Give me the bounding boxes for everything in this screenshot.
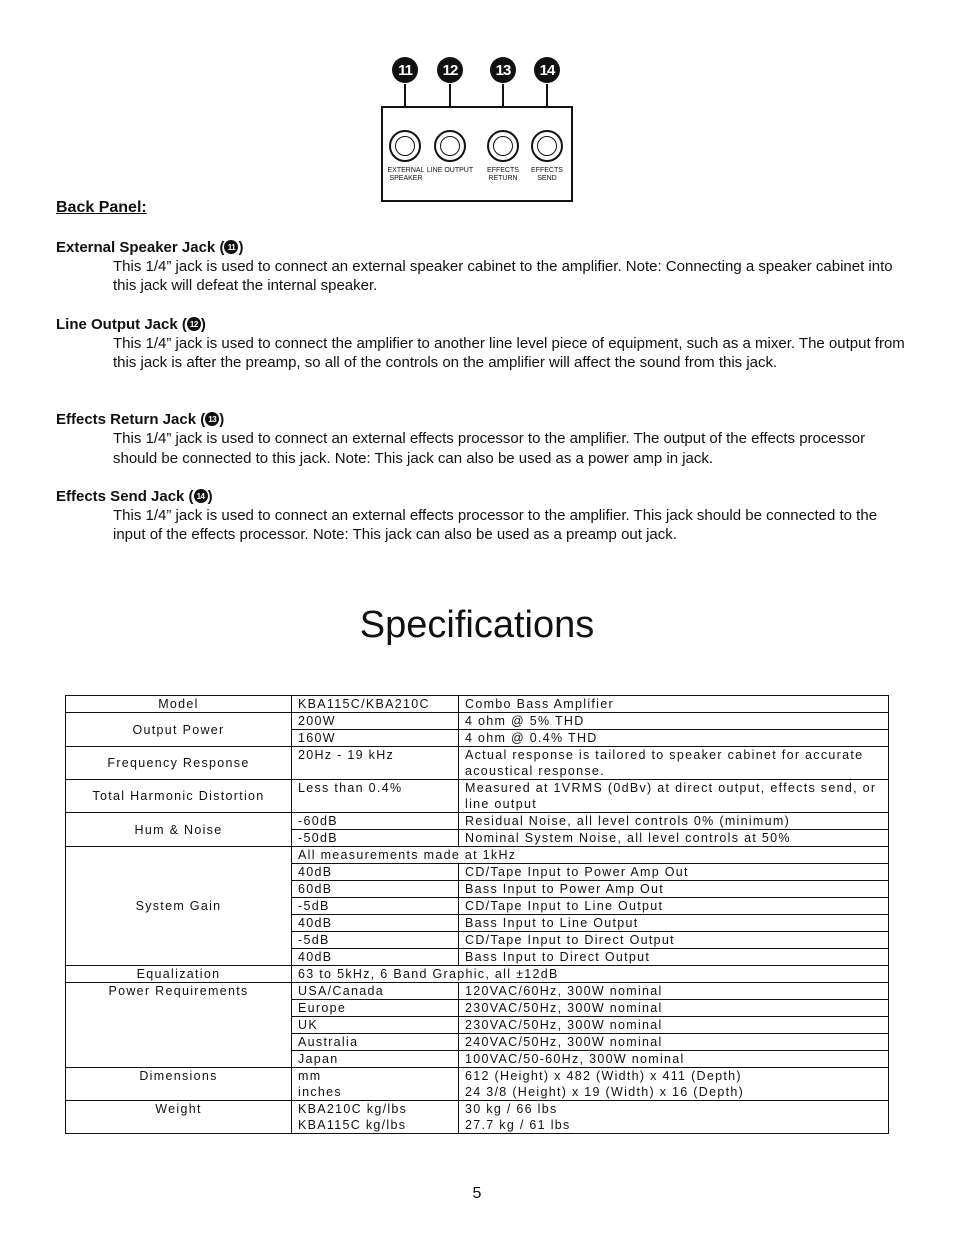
spec-value: Less than 0.4% xyxy=(292,780,459,813)
spec-value: KBA115C/KBA210C xyxy=(292,696,459,713)
back-panel-title: Back Panel: xyxy=(56,199,147,216)
effects-return-jack-section xyxy=(56,410,906,469)
section-heading xyxy=(56,315,906,334)
number-badge: 13 xyxy=(205,412,219,426)
weight-model-kba210c: KBA210C kg/lbs xyxy=(298,1102,408,1116)
spec-desc: 100VAC/50-60Hz, 300W nominal xyxy=(459,1051,889,1068)
heading-close: ) xyxy=(238,239,244,256)
spec-value: 200W xyxy=(292,713,459,730)
effects-return-jack-icon xyxy=(487,130,519,162)
spec-value: 40dB xyxy=(292,949,459,966)
spec-desc: Measured at 1VRMS (0dBv) at direct output, effects send, or line output xyxy=(459,780,889,813)
dimensions-unit-mm: mm xyxy=(298,1069,322,1083)
dimensions-unit-inches: inches xyxy=(298,1085,342,1099)
spec-desc: Bass Input to Line Output xyxy=(459,915,889,932)
external-speaker-jack-icon xyxy=(389,130,421,162)
section-heading xyxy=(56,410,906,429)
spec-value: 40dB xyxy=(292,864,459,881)
table-row xyxy=(66,1101,889,1134)
section-heading xyxy=(56,238,906,257)
section-body: This 1/4” jack is used to connect the amplifier to another line level piece of equipment, such as a mixer. The output from this jack is after the preamp, so all of the controls on the amplifier will affect the sound from this jack. xyxy=(113,335,905,371)
jack-label-external-speaker: EXTERNAL SPEAKER xyxy=(387,167,425,182)
heading-close: ) xyxy=(207,488,213,505)
spec-desc: Combo Bass Amplifier xyxy=(459,696,889,713)
number-badge: 11 xyxy=(224,240,238,254)
number-badge: 12 xyxy=(187,317,201,331)
spec-desc: 230VAC/50Hz, 300W nominal xyxy=(459,1017,889,1034)
spec-label-frequency-response: Frequency Response xyxy=(66,747,292,780)
spec-label-output-power: Output Power xyxy=(66,713,292,747)
spec-desc: CD/Tape Input to Power Amp Out xyxy=(459,864,889,881)
spec-value xyxy=(292,1101,459,1134)
line-output-jack-icon xyxy=(434,130,466,162)
spec-desc: CD/Tape Input to Line Output xyxy=(459,898,889,915)
spec-desc xyxy=(459,1068,889,1101)
weight-kba115c: 27.7 kg / 61 lbs xyxy=(465,1118,571,1132)
jack-label-effects-send: EFFECTS SEND xyxy=(531,167,563,182)
section-body: This 1/4” jack is used to connect an external speaker cabinet to the amplifier. Note: Connecting a speaker cabinet into this jack will defeat the internal speaker. xyxy=(113,258,893,294)
heading-text: Line Output Jack ( xyxy=(56,316,187,333)
spec-value: 160W xyxy=(292,730,459,747)
callout-badge-13: 13 xyxy=(490,57,516,83)
table-row xyxy=(66,696,889,713)
specifications-title: Specifications xyxy=(359,604,595,646)
callout-badge-12: 12 xyxy=(437,57,463,83)
heading-close: ) xyxy=(200,316,206,333)
table-row xyxy=(66,813,889,830)
callout-badge-11: 11 xyxy=(392,57,418,83)
spec-desc: 230VAC/50Hz, 300W nominal xyxy=(459,1000,889,1017)
spec-value: -50dB xyxy=(292,830,459,847)
spec-desc: 120VAC/60Hz, 300W nominal xyxy=(459,983,889,1000)
spec-note: All measurements made at 1kHz xyxy=(292,847,889,864)
jack-label-effects-return: EFFECTS RETURN xyxy=(487,167,519,182)
spec-value: Australia xyxy=(292,1034,459,1051)
table-row xyxy=(66,847,889,864)
spec-label-model: Model xyxy=(66,696,292,713)
table-row xyxy=(66,983,889,1000)
specifications-table xyxy=(65,695,889,1134)
spec-value: 40dB xyxy=(292,915,459,932)
section-body: This 1/4” jack is used to connect an external effects processor to the amplifier. This jack should be connected to the input of the effects processor. Note: This jack can also be used as a preamp out jack. xyxy=(113,507,878,543)
spec-label-thd: Total Harmonic Distortion xyxy=(66,780,292,813)
spec-value: -5dB xyxy=(292,932,459,949)
section-heading xyxy=(56,487,906,506)
effects-send-jack-section xyxy=(56,487,906,544)
back-panel-diagram xyxy=(378,54,578,204)
spec-desc: Residual Noise, all level controls 0% (minimum) xyxy=(459,813,889,830)
external-speaker-jack-section xyxy=(56,238,906,295)
heading-close: ) xyxy=(219,411,225,428)
spec-value: -60dB xyxy=(292,813,459,830)
spec-desc: 240VAC/50Hz, 300W nominal xyxy=(459,1034,889,1051)
table-row xyxy=(66,1068,889,1101)
spec-value: 20Hz - 19 kHz xyxy=(292,747,459,780)
spec-desc: Actual response is tailored to speaker cabinet for accurate acoustical response. xyxy=(459,747,889,780)
spec-label-system-gain: System Gain xyxy=(66,847,292,966)
spec-label-equalization: Equalization xyxy=(66,966,292,983)
number-badge: 14 xyxy=(194,489,208,503)
spec-value: -5dB xyxy=(292,898,459,915)
table-row xyxy=(66,747,889,780)
weight-kba210c: 30 kg / 66 lbs xyxy=(465,1102,558,1116)
jack-label-line-output: LINE OUTPUT xyxy=(426,167,474,174)
spec-desc: 4 ohm @ 0.4% THD xyxy=(459,730,889,747)
spec-value: Japan xyxy=(292,1051,459,1068)
spec-label-weight: Weight xyxy=(66,1101,292,1134)
heading-text: Effects Send Jack ( xyxy=(56,488,194,505)
section-body: This 1/4” jack is used to connect an external effects processor to the amplifier. The output of the effects processor should be connected to this jack. Note: This jack can also be used as a power amp in jack. xyxy=(113,430,866,467)
spec-value: USA/Canada xyxy=(292,983,459,1000)
spec-value: 60dB xyxy=(292,881,459,898)
spec-value: 63 to 5kHz, 6 Band Graphic, all ±12dB xyxy=(292,966,889,983)
spec-desc: Bass Input to Power Amp Out xyxy=(459,881,889,898)
page-number: 5 xyxy=(472,1185,482,1202)
spec-label-dimensions: Dimensions xyxy=(66,1068,292,1101)
table-row xyxy=(66,780,889,813)
table-row xyxy=(66,713,889,730)
heading-text: External Speaker Jack ( xyxy=(56,239,225,256)
spec-value: Europe xyxy=(292,1000,459,1017)
spec-desc: CD/Tape Input to Direct Output xyxy=(459,932,889,949)
line-output-jack-section xyxy=(56,315,906,372)
weight-model-kba115c: KBA115C kg/lbs xyxy=(298,1118,407,1132)
spec-desc: 4 ohm @ 5% THD xyxy=(459,713,889,730)
spec-label-power-requirements: Power Requirements xyxy=(66,983,292,1068)
spec-label-hum-noise: Hum & Noise xyxy=(66,813,292,847)
dimensions-mm: 612 (Height) x 482 (Width) x 411 (Depth) xyxy=(465,1069,742,1083)
spec-desc xyxy=(459,1101,889,1134)
dimensions-inches: 24 3/8 (Height) x 19 (Width) x 16 (Depth) xyxy=(465,1085,745,1099)
effects-send-jack-icon xyxy=(531,130,563,162)
table-row xyxy=(66,966,889,983)
spec-value: UK xyxy=(292,1017,459,1034)
spec-value xyxy=(292,1068,459,1101)
heading-text: Effects Return Jack ( xyxy=(56,411,206,428)
callout-badge-14: 14 xyxy=(534,57,560,83)
spec-desc: Bass Input to Direct Output xyxy=(459,949,889,966)
spec-desc: Nominal System Noise, all level controls at 50% xyxy=(459,830,889,847)
